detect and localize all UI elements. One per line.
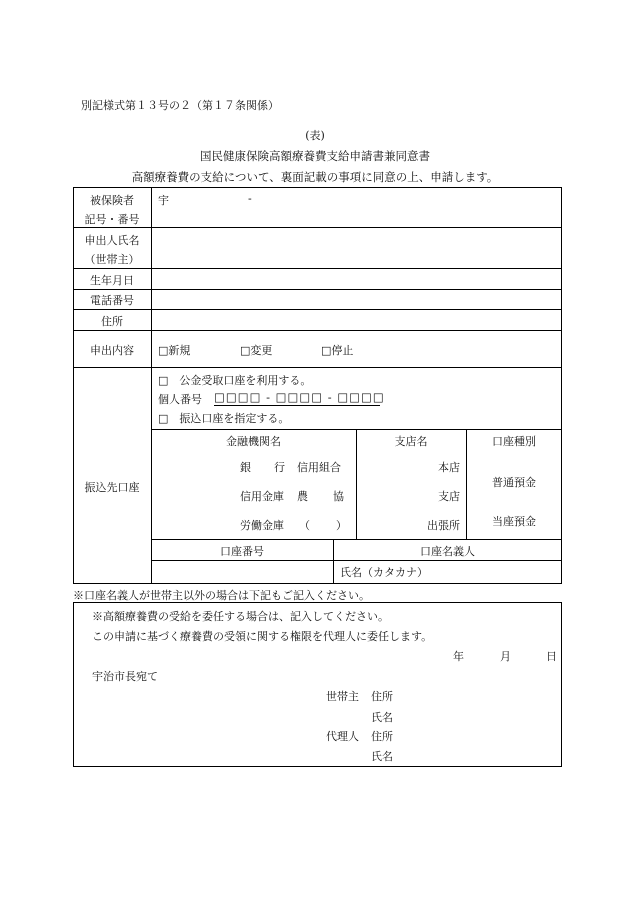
bank-name-header: 金融機関名 (226, 435, 281, 448)
agent-label: 代理人 (326, 730, 359, 743)
date-year-label: 年 (453, 650, 464, 663)
householder-name-label: 氏名 (371, 711, 393, 724)
agent-address-field[interactable] (400, 726, 555, 743)
bank-type-nokyo-2[interactable]: 協 (333, 490, 344, 503)
account-type-header: 口座種別 (492, 435, 536, 448)
phone-field[interactable] (153, 291, 559, 308)
account-number-header: 口座番号 (220, 545, 264, 558)
form-title: 国民健康保険高額療養費支給申請書兼同意書 (200, 149, 430, 163)
account-holder-header: 口座名義人 (420, 545, 475, 558)
applicant-label-sub: （世帯主） (84, 253, 140, 266)
householder-address-label: 住所 (371, 690, 393, 703)
insured-label-sub: 記号・番号 (84, 213, 140, 226)
insured-prefix: 宇 (158, 194, 169, 207)
phone-label: 電話番号 (90, 294, 134, 307)
birthdate-field[interactable] (153, 270, 559, 287)
addressee: 宇治市長宛て (92, 670, 158, 683)
insured-label: 被保険者 (90, 194, 134, 207)
bank-type-labor[interactable]: 労働金庫 (240, 519, 284, 532)
form-subtitle: 高額療養費の支給について、裏面記載の事項に同意の上、申請します。 (131, 170, 499, 184)
agent-name-field[interactable] (400, 746, 555, 763)
request-option-stop[interactable]: □停止 (321, 344, 354, 357)
branch-type-office[interactable]: 出張所 (427, 519, 460, 532)
householder-label: 世帯主 (326, 690, 359, 703)
insured-dash: - (248, 192, 252, 205)
specify-account-option[interactable]: □ 振込口座を指定する。 (158, 412, 290, 425)
branch-header: 支店名 (394, 435, 428, 448)
bank-type-credit-union[interactable]: 信用組合 (297, 461, 341, 474)
bank-type-shinkin[interactable]: 信用金庫 (240, 490, 284, 503)
applicant-label: 申出人氏名 (84, 234, 140, 247)
account-number-field[interactable] (153, 562, 331, 581)
holder-name-label: 氏名（カタカナ） (340, 566, 428, 579)
holder-name-field[interactable] (430, 562, 559, 581)
public-account-option[interactable]: □ 公金受取口座を利用する。 (158, 374, 312, 387)
delegation-statement: この申請に基づく療養費の受領に関する権限を代理人に委任します。 (92, 630, 433, 643)
agent-name-label: 氏名 (371, 750, 393, 763)
personal-number-label: 個人番号 (158, 393, 202, 406)
applicant-name-field[interactable] (153, 229, 559, 266)
householder-name-field[interactable] (400, 707, 555, 724)
address-field[interactable] (153, 311, 559, 328)
request-option-change[interactable]: □変更 (240, 344, 273, 357)
date-month-label: 月 (500, 650, 511, 663)
agent-address-label: 住所 (371, 730, 393, 743)
bank-type-bank-1[interactable]: 銀 (240, 461, 251, 474)
account-type-current[interactable]: 当座預金 (492, 515, 536, 528)
transfer-label: 振込先口座 (84, 481, 140, 494)
birthdate-label: 生年月日 (90, 274, 134, 287)
bank-type-bank-2[interactable]: 行 (274, 461, 285, 474)
branch-type-branch[interactable]: 支店 (438, 490, 460, 503)
request-label: 申出内容 (90, 344, 134, 357)
date-day-label: 日 (546, 650, 557, 663)
bank-type-nokyo-1[interactable]: 農 (297, 490, 308, 503)
bank-type-other-open: （ (299, 519, 310, 532)
householder-address-field[interactable] (400, 686, 555, 703)
request-option-new[interactable]: □新規 (158, 344, 191, 357)
bank-type-other-close: ） (336, 519, 347, 532)
form-number: 別記様式第１３号の２（第１７条関係） (81, 99, 279, 112)
holder-note: ※口座名義人が世帯主以外の場合は下記もご記入ください。 (73, 589, 370, 602)
personal-number-boxes[interactable]: □□□□ - □□□□ - □□□□ (214, 390, 385, 404)
delegation-note: ※高額療養費の受給を委任する場合は、記入してください。 (92, 610, 389, 623)
form-side-label: (表) (305, 129, 325, 142)
account-type-ordinary[interactable]: 普通預金 (492, 476, 536, 489)
insured-number-field[interactable] (175, 189, 555, 225)
address-label: 住所 (101, 315, 123, 328)
branch-type-main[interactable]: 本店 (438, 461, 460, 474)
